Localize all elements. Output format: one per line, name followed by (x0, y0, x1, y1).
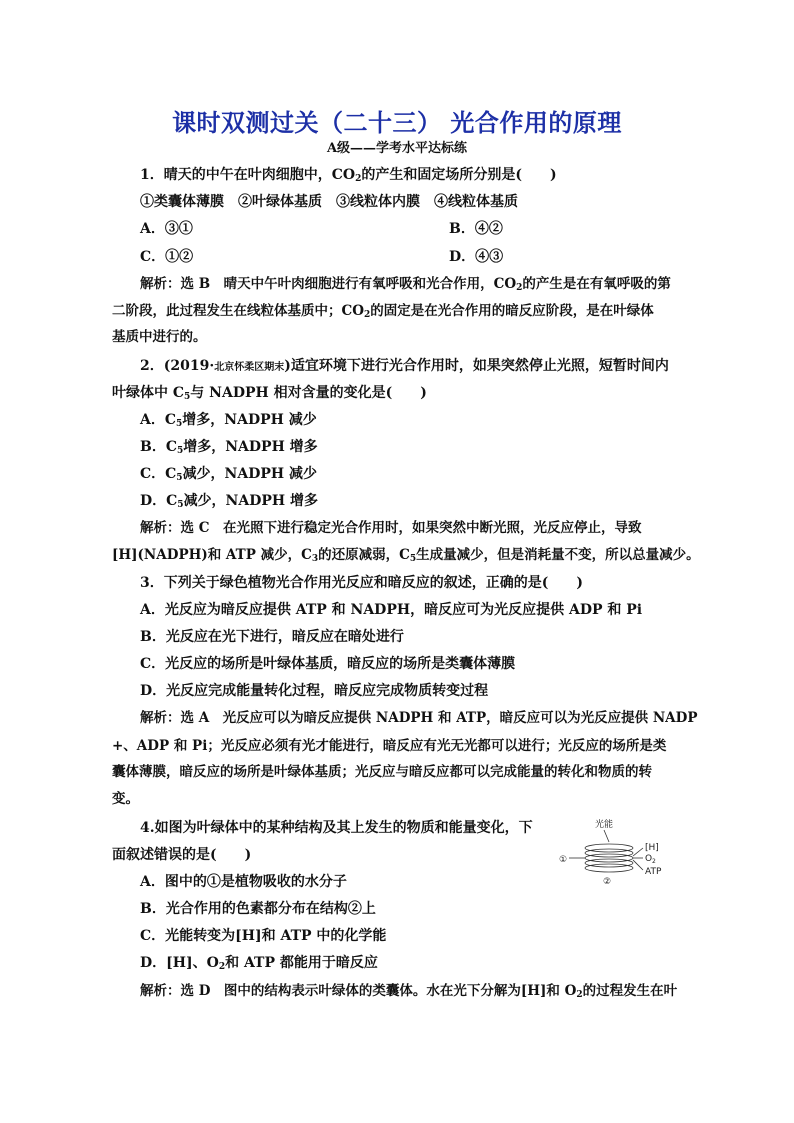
diagram-o2-subscript: 2 (652, 858, 656, 865)
q3-stem: 3．下列关于绿色植物光合作用光反应和暗反应的叙述，正确的是( ) (140, 575, 583, 591)
q1-option-c: C．①② (140, 249, 194, 265)
q4-option-d: D．[H]、$O_2$和 ATP 都能用于暗反应 (140, 955, 378, 972)
diagram-label-2: ② (603, 877, 612, 887)
q3-option-a: A．光反应为暗反应提供 ATP 和 NADPH，暗反应可为光反应提供 ADP 和 Pi (140, 602, 643, 618)
page-title: 课时双测过关（二十三） 光合作用的原理 (172, 108, 622, 137)
thylakoid-diagram (557, 818, 687, 888)
diagram-light-label: 光能 (595, 820, 614, 830)
q4-option-c: C．光能转变为[H]和 ATP 中的化学能 (140, 928, 387, 944)
thylakoid-disc (585, 844, 633, 852)
q3-option-b: B．光反应在光下进行，暗反应在暗处进行 (140, 629, 404, 645)
q3-explanation-4: 变。 (112, 791, 139, 807)
q4-stem-1: 4.如图为叶绿体中的某种结构及其上发生的物质和能量变化，下 (140, 820, 533, 836)
q2-option-c: C．$C_5$减少，NADPH 减少 (140, 466, 317, 483)
q2-explanation-2: [H](NADPH)和 ATP 减少，$C_3$的还原减弱，$C_5$生成量减少，但是消耗量不变，所以总量减少。 (112, 547, 700, 564)
q4-explanation-1: 解析：选 D 图中的结构表示叶绿体的类囊体。水在光下分解为[H]和 $O_2$的过程发生在叶 (140, 983, 678, 1000)
thylakoid-disc (585, 849, 633, 857)
q2-option-b: B．$C_5$增多，NADPH 增多 (140, 439, 318, 456)
diagram-atp-label: ATP (645, 867, 662, 877)
q1-option-b: B．④② (449, 221, 503, 237)
q3-explanation-1: 解析：选 A 光反应可以为暗反应提供 NADPH 和 ATP，暗反应可以为光反应提供 NADP (140, 710, 698, 726)
output-arrow-h (633, 848, 643, 856)
q4-option-b: B．光合作用的色素都分布在结构②上 (140, 901, 376, 917)
q1-option-a: A．③① (140, 221, 193, 237)
thylakoid-disc (585, 859, 633, 867)
q1-items: ①类囊体薄膜 ②叶绿体基质 ③线粒体内膜 ④线粒体基质 (140, 194, 518, 210)
q1-explanation-1: 解析：选 B 晴天中午叶肉细胞进行有氧呼吸和光合作用，$CO_2$的产生是在有氧呼吸的第 (140, 276, 671, 293)
q2-option-d: D．$C_5$减少，NADPH 增多 (140, 493, 318, 510)
q1-option-d: D．④③ (449, 249, 504, 265)
q1-explanation-3: 基质中进行的。 (112, 329, 207, 345)
q2-option-a: A．$C_5$增多，NADPH 减少 (140, 412, 317, 429)
section-subtitle: A级——学考水平达标练 (326, 141, 468, 156)
q4-stem-2: 面叙述错误的是( ) (112, 847, 252, 863)
q2-stem-1: 2．(2019·北京怀柔区期末)适宜环境下进行光合作用时，如果突然停止光照，短暂时间内 (140, 358, 669, 374)
light-arrow (604, 830, 609, 842)
diagram-o2-label: O (645, 854, 653, 864)
output-arrow-atp (633, 860, 643, 870)
q3-explanation-2: +、ADP 和 Pi；光反应必须有光才能进行，暗反应有光无光都可以进行；光反应的场所是类 (112, 738, 667, 754)
q2-source: 北京怀柔区期末 (214, 362, 285, 373)
q3-option-d: D．光反应完成能量转化过程，暗反应完成物质转变过程 (140, 683, 489, 699)
q3-option-c: C．光反应的场所是叶绿体基质，暗反应的场所是类囊体薄膜 (140, 656, 516, 672)
thylakoid-disc (585, 854, 633, 862)
q2-explanation-1: 解析：选 C 在光照下进行稳定光合作用时，如果突然中断光照，光反应停止，导致 (140, 520, 642, 536)
q2-stem-2: 叶绿体中 $C_5$与 NADPH 相对含量的变化是( ) (112, 385, 427, 402)
diagram-label-1: ① (559, 855, 568, 865)
thylakoid-disc (585, 864, 633, 872)
q3-explanation-3: 囊体薄膜，暗反应的场所是叶绿体基质；光反应与暗反应都可以完成能量的转化和物质的转 (112, 764, 652, 780)
q1-explanation-2: 二阶段，此过程发生在线粒体基质中；$CO_2$的固定是在光合作用的暗反应阶段，是在叶绿体 (112, 303, 654, 320)
q1-stem: 1．晴天的中午在叶肉细胞中，$CO_2$的产生和固定场所分别是( ) (140, 167, 557, 184)
q4-option-a: A．图中的①是植物吸收的水分子 (140, 874, 347, 890)
diagram-h-label: [H] (645, 843, 659, 853)
